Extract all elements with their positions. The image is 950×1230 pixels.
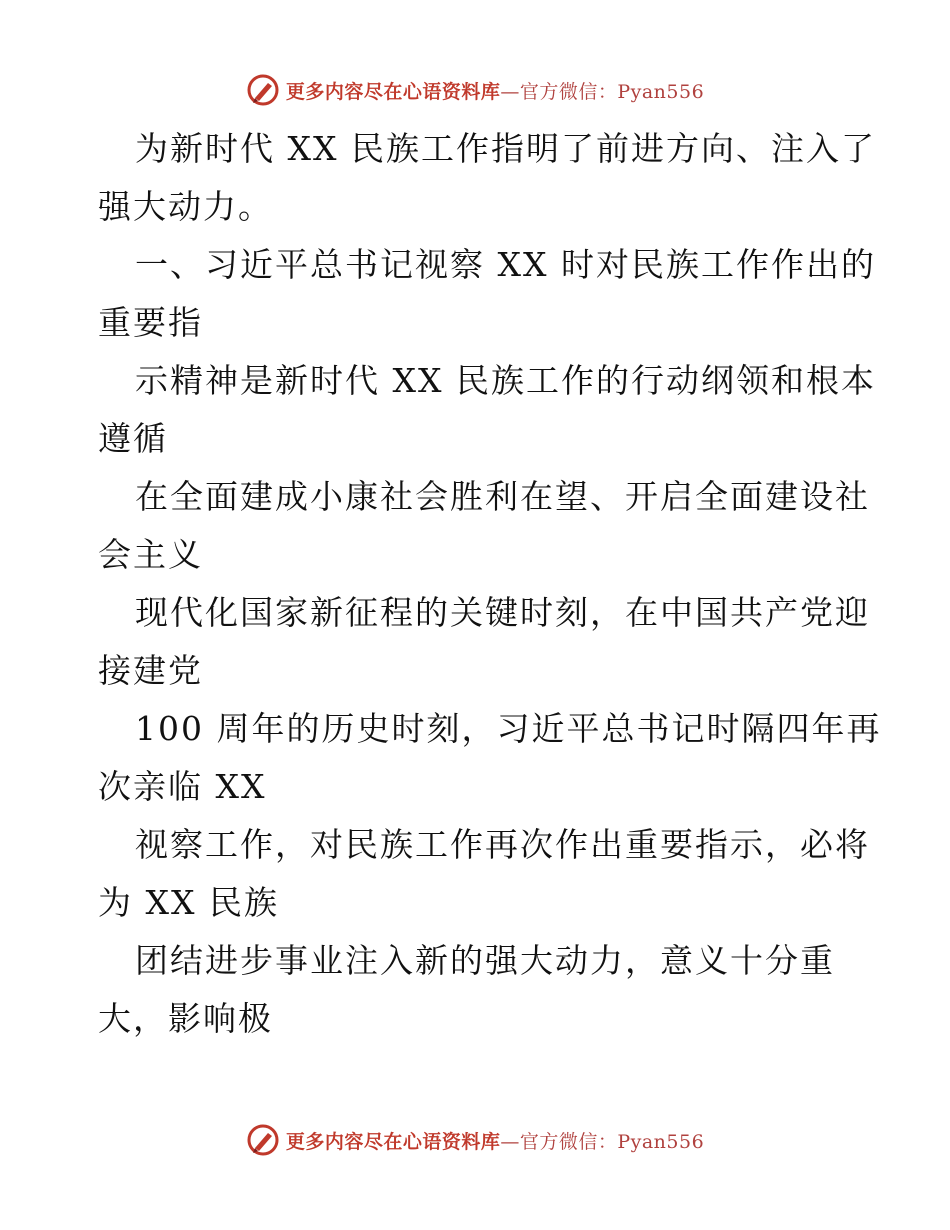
pen-logo-icon (246, 1123, 280, 1157)
footer-watermark-text (286, 1127, 704, 1154)
body-line: 示精神是新时代 XX 民族工作的行动纲领和根本 (135, 361, 876, 400)
body-line: 为 XX 民族 (98, 883, 279, 922)
body-line: 100 周年的历史时刻，习近平总书记时隔四年再 (135, 709, 882, 748)
body-line: 会主义 (98, 535, 203, 574)
document-body (98, 120, 882, 1048)
header-brand: 更多内容尽在心语资料库 (285, 80, 501, 103)
header-watermark-text (286, 77, 704, 104)
body-line: 强大动力。 (98, 187, 273, 226)
footer-watermark (0, 1120, 950, 1160)
body-line: 视察工作，对民族工作再次作出重要指示，必将 (135, 825, 870, 864)
body-line: 接建党 (98, 651, 203, 690)
body-line: 大，影响极 (98, 999, 273, 1038)
body-line: 团结进步事业注入新的强大动力，意义十分重 (135, 941, 835, 980)
body-line: 为新时代 XX 民族工作指明了前进方向、注入了 (135, 129, 876, 168)
header-rest: —官方微信：Pyan556 (500, 80, 705, 103)
footer-rest: —官方微信：Pyan556 (500, 1130, 705, 1153)
footer-brand: 更多内容尽在心语资料库 (285, 1130, 501, 1153)
body-line: 现代化国家新征程的关键时刻，在中国共产党迎 (135, 593, 870, 632)
header-watermark (0, 70, 950, 110)
body-line: 遵循 (98, 419, 168, 458)
body-line: 重要指 (98, 303, 203, 342)
pen-logo-icon (246, 73, 280, 107)
body-line: 次亲临 XX (98, 767, 267, 806)
body-line: 在全面建成小康社会胜利在望、开启全面建设社 (135, 477, 870, 516)
body-line: 一、习近平总书记视察 XX 时对民族工作作出的 (135, 245, 876, 284)
